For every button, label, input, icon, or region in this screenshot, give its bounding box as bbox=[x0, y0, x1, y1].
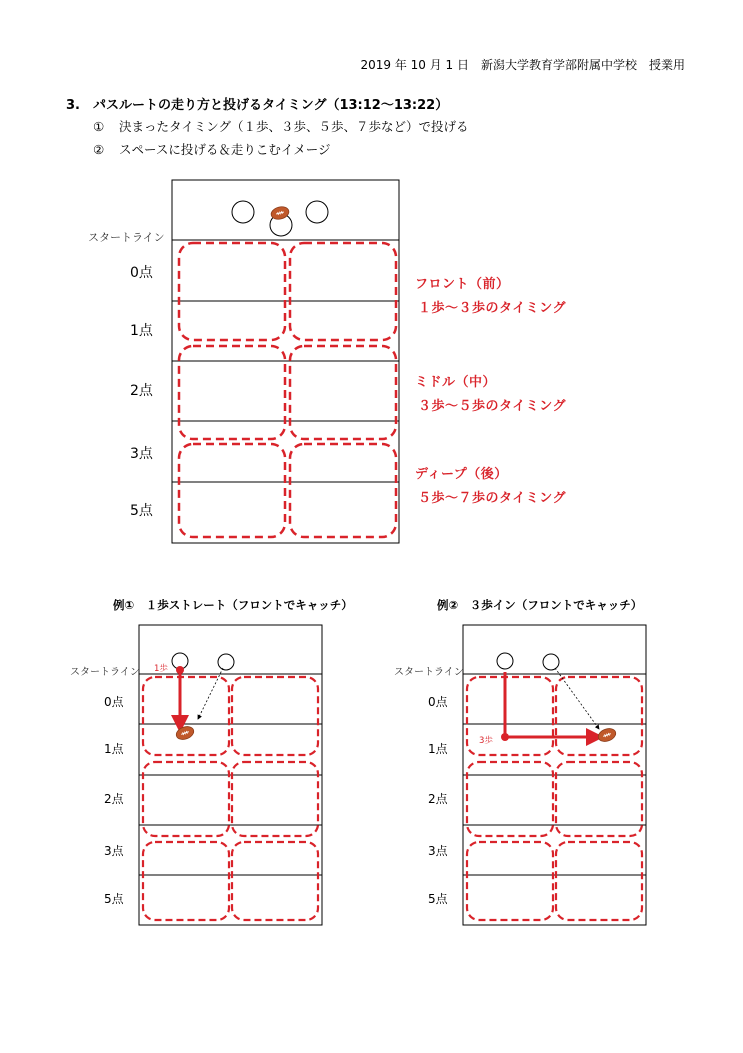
row-label: 2点 bbox=[104, 792, 124, 806]
row-label: 0点 bbox=[104, 695, 124, 709]
row-label: 2点 bbox=[428, 792, 448, 806]
zone-boxes bbox=[179, 243, 396, 537]
row-label: 0点 bbox=[130, 265, 153, 281]
example-caption: 例① １歩ストレート（フロントでキャッチ） bbox=[113, 598, 353, 612]
example2-field bbox=[463, 625, 646, 925]
zone-timing: ３歩〜５歩のタイミング bbox=[418, 399, 566, 414]
player-circle bbox=[497, 653, 513, 669]
row-label: 0点 bbox=[428, 695, 448, 709]
step-label: 1歩 bbox=[154, 664, 168, 674]
route-corner-dot bbox=[501, 733, 509, 741]
row-label: 5点 bbox=[428, 892, 448, 906]
row-label: 1点 bbox=[428, 742, 448, 756]
football-icon bbox=[596, 726, 617, 743]
step-label: 3歩 bbox=[479, 736, 493, 746]
row-label: 5点 bbox=[104, 892, 124, 906]
main-field bbox=[172, 180, 399, 543]
row-label: 3点 bbox=[130, 446, 153, 462]
start-line-label: スタートライン bbox=[394, 667, 464, 678]
item-text: 決まったタイミング（１歩、３歩、５歩、７歩など）で投げる bbox=[119, 119, 469, 134]
player-circle bbox=[306, 201, 328, 223]
start-line-label: スタートライン bbox=[88, 231, 165, 244]
zone-timing: ５歩〜７歩のタイミング bbox=[418, 491, 566, 506]
row-label: 5点 bbox=[130, 503, 153, 519]
player-circle bbox=[218, 654, 234, 670]
zone-name: ディープ（後） bbox=[415, 467, 508, 482]
zone-name: ミドル（中） bbox=[415, 375, 497, 390]
section-title: 3. パスルートの走り方と投げるタイミング（13:12〜13:22） bbox=[66, 98, 449, 113]
row-label: 1点 bbox=[130, 323, 153, 339]
row-label: 1点 bbox=[104, 742, 124, 756]
row-label: 3点 bbox=[428, 844, 448, 858]
player-circle bbox=[232, 201, 254, 223]
item-text: スペースに投げる＆走りこむイメージ bbox=[119, 142, 331, 157]
football-icon bbox=[174, 724, 195, 741]
row-label: 2点 bbox=[130, 383, 153, 399]
document-header: 2019 年 10 月 1 日 新潟大学教育学部附属中学校 授業用 bbox=[360, 58, 685, 72]
player-circle bbox=[543, 654, 559, 670]
football-icon bbox=[270, 205, 290, 221]
route-arrow bbox=[505, 672, 598, 737]
example-caption: 例② ３歩イン（フロントでキャッチ） bbox=[437, 598, 643, 612]
zone-timing: １歩〜３歩のタイミング bbox=[418, 301, 566, 316]
row-label: 3点 bbox=[104, 844, 124, 858]
start-line-label: スタートライン bbox=[70, 667, 140, 678]
item-number: ① bbox=[93, 119, 105, 134]
pass-arrow bbox=[198, 668, 223, 719]
zone-name: フロント（前） bbox=[415, 277, 510, 292]
item-number: ② bbox=[93, 142, 105, 157]
